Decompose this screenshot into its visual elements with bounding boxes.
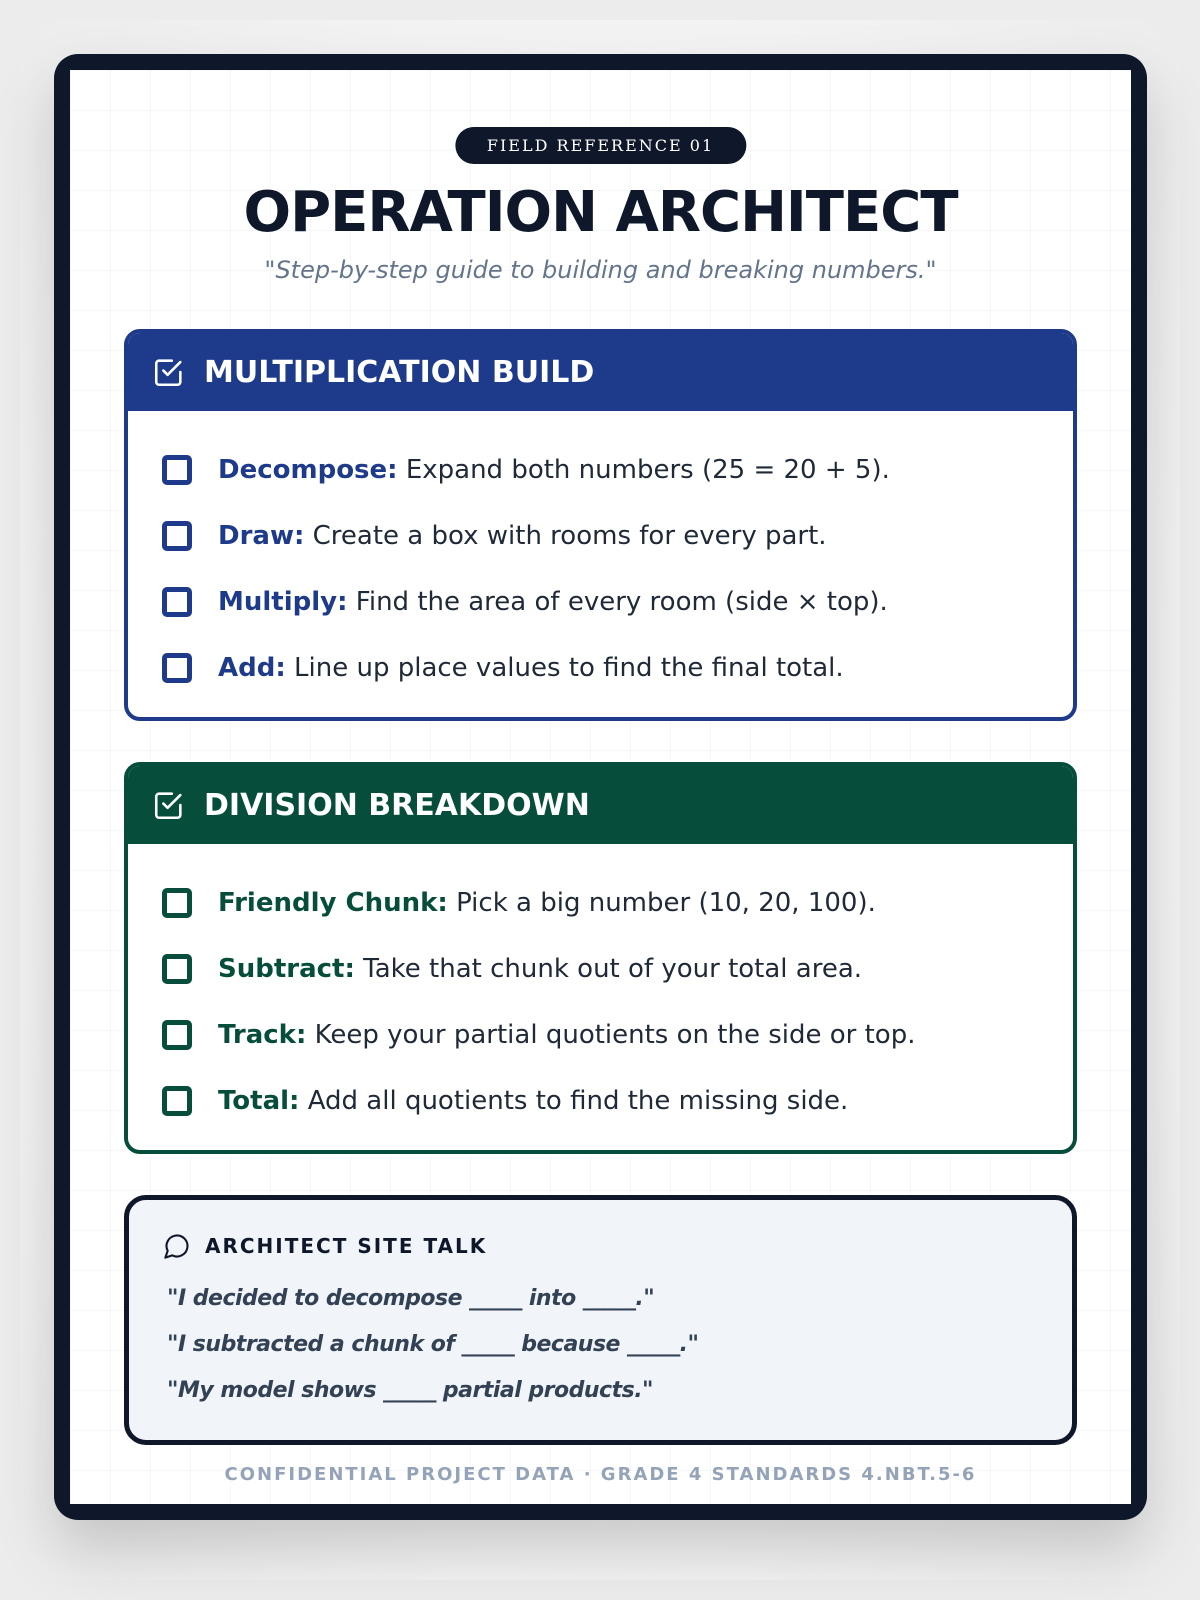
step-label: Track: [218, 1020, 307, 1050]
page-frame [54, 54, 1147, 1520]
division-card-title: DIVISION BREAKDOWN [204, 787, 590, 823]
division-checklist [128, 844, 1073, 1134]
multiplication-card-header [128, 333, 1073, 411]
checkbox[interactable] [162, 587, 192, 617]
site-talk-header [163, 1232, 487, 1260]
checkbox[interactable] [162, 521, 192, 551]
checklist-item-draw [128, 503, 1073, 569]
page-subtitle: "Step-by-step guide to building and breaking numbers." [264, 256, 937, 284]
page-title: OPERATION ARCHITECT [243, 180, 958, 245]
reference-sheet [70, 70, 1131, 1504]
step-text: Expand both numbers (25 = 20 + 5). [397, 455, 890, 485]
checkbox[interactable] [162, 1086, 192, 1116]
step-label: Add: [218, 653, 286, 683]
checkbox[interactable] [162, 954, 192, 984]
field-reference-badge: FIELD REFERENCE 01 [455, 127, 746, 164]
checklist-item-decompose [128, 437, 1073, 503]
step-label: Subtract: [218, 954, 355, 984]
checklist-item-multiply [128, 569, 1073, 635]
checkbox-icon [152, 788, 186, 822]
step-text: Keep your partial quotients on the side or top. [306, 1020, 916, 1050]
step-text: Line up place values to find the final total. [285, 653, 844, 683]
sentence-frame: "My model shows _____ partial products." [167, 1378, 654, 1403]
site-talk-title: ARCHITECT SITE TALK [205, 1234, 488, 1258]
checklist-item-subtract [128, 936, 1073, 1002]
division-card-header [128, 766, 1073, 844]
checkbox[interactable] [162, 888, 192, 918]
step-label: Friendly Chunk: [218, 888, 448, 918]
checklist-item-add [128, 635, 1073, 701]
step-text: Pick a big number (10, 20, 100). [447, 888, 876, 918]
division-card [124, 762, 1077, 1154]
step-text: Take that chunk out of your total area. [354, 954, 863, 984]
checkbox[interactable] [162, 653, 192, 683]
speech-bubble-icon [163, 1232, 191, 1260]
checkbox[interactable] [162, 455, 192, 485]
sentence-frame: "I decided to decompose _____ into _____." [167, 1286, 655, 1311]
sentence-frames [167, 1284, 698, 1422]
sentence-frame: "I subtracted a chunk of _____ because _____." [167, 1332, 699, 1357]
step-label: Total: [218, 1086, 300, 1116]
checkbox-icon [152, 355, 186, 389]
checklist-item-total [128, 1068, 1073, 1134]
multiplication-checklist [128, 411, 1073, 701]
step-text: Find the area of every room (side × top). [347, 587, 888, 617]
multiplication-card [124, 329, 1077, 721]
step-label: Draw: [218, 521, 305, 551]
checkbox[interactable] [162, 1020, 192, 1050]
footer-note: CONFIDENTIAL PROJECT DATA · GRADE 4 STANDARDS 4.NBT.5-6 [224, 1464, 977, 1485]
step-label: Decompose: [218, 455, 398, 485]
step-text: Create a box with rooms for every part. [304, 521, 827, 551]
multiplication-card-title: MULTIPLICATION BUILD [204, 354, 595, 390]
checklist-item-friendly-chunk [128, 870, 1073, 936]
step-label: Multiply: [218, 587, 348, 617]
checklist-item-track [128, 1002, 1073, 1068]
site-talk-panel [124, 1195, 1077, 1445]
step-text: Add all quotients to find the missing side. [299, 1086, 849, 1116]
